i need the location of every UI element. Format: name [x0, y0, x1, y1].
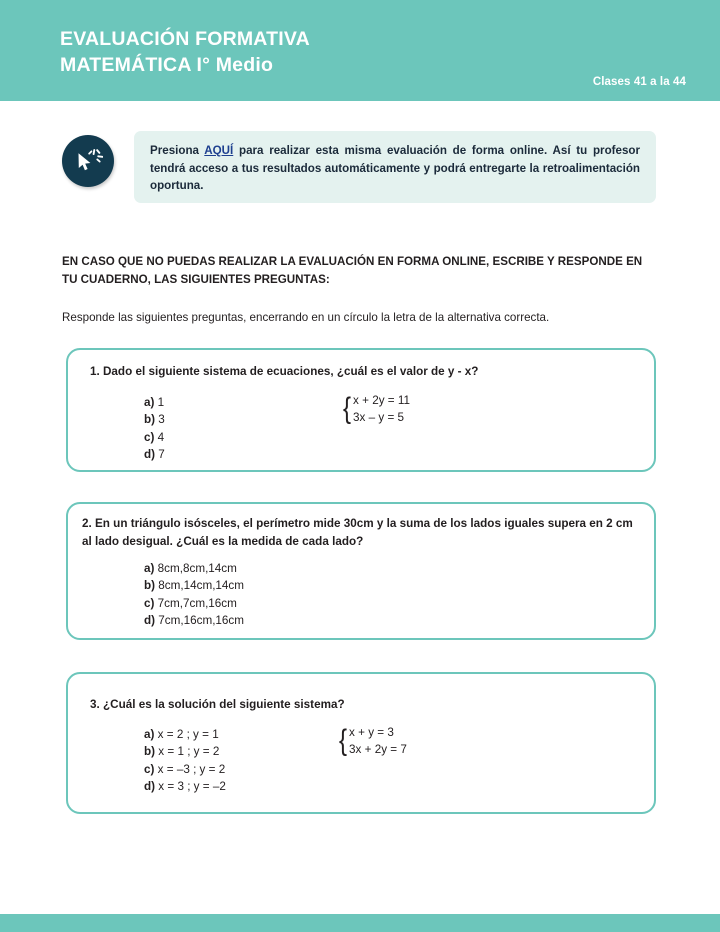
aqui-link[interactable]: AQUÍ [204, 144, 234, 157]
option-text: 4 [157, 430, 165, 444]
online-evaluation-box [134, 131, 656, 203]
header-title-group [60, 26, 310, 78]
options-list-2 [144, 560, 244, 630]
option-letter: a) [144, 562, 155, 575]
options-list-1 [144, 394, 165, 464]
option-text: 7 [158, 448, 165, 462]
option-item[interactable] [144, 446, 165, 463]
online-evaluation-text [150, 142, 640, 195]
option-item[interactable] [144, 612, 244, 629]
option-text: 8cm,14cm,14cm [158, 579, 245, 593]
equation-line: 3x – y = 5 [353, 411, 405, 425]
equation-line: x + 2y = 11 [353, 394, 410, 407]
option-item[interactable] [144, 778, 226, 795]
option-item[interactable] [144, 595, 244, 612]
option-item[interactable] [144, 761, 226, 778]
equation-line: 3x + 2y = 7 [349, 743, 407, 757]
option-text: 7cm,16cm,16cm [158, 614, 245, 628]
option-letter: b) [144, 413, 156, 427]
option-item[interactable] [144, 726, 226, 743]
option-text: 7cm,7cm,16cm [157, 596, 237, 610]
option-letter: c) [144, 596, 155, 610]
classes-label: Clases 41 a la 44 [592, 76, 686, 88]
option-item[interactable] [144, 577, 244, 594]
option-item[interactable] [144, 411, 165, 428]
equation-system-1 [342, 392, 410, 427]
option-text: x = 1 ; y = 2 [158, 745, 220, 759]
option-item[interactable] [144, 429, 165, 446]
curly-brace-icon: { [339, 724, 348, 758]
page-header [0, 0, 720, 101]
page-title: EVALUACIÓN FORMATIVA [60, 28, 310, 50]
option-letter: a) [144, 396, 155, 409]
question-prompt-2: 2. En un triángulo isósceles, el perímetro mide 30cm y la suma de los lados iguales supera en 2 cm al lado desigual. ¿Cuál es la medida de cada lado? [82, 517, 633, 548]
option-text: x = 3 ; y = –2 [158, 780, 226, 794]
notice-text-before: Presiona [150, 144, 205, 157]
answer-instructions: Responde las siguientes preguntas, encerrando en un círculo la letra de la alternativa correcta. [62, 311, 550, 324]
online-evaluation-notice [62, 131, 658, 203]
option-letter: d) [144, 448, 156, 462]
option-letter: d) [144, 780, 156, 794]
question-prompt-3: 3. ¿Cuál es la solución del siguiente sistema? [90, 698, 345, 711]
option-letter: b) [144, 745, 156, 759]
option-letter: c) [144, 430, 155, 444]
option-text: 8cm,8cm,14cm [157, 562, 237, 575]
option-item[interactable] [144, 743, 226, 760]
option-text: 3 [158, 413, 165, 427]
option-letter: d) [144, 614, 156, 628]
option-letter: a) [144, 728, 155, 741]
option-text: x = –3 ; y = 2 [157, 762, 226, 776]
option-letter: c) [144, 762, 155, 776]
page-subtitle: MATEMÁTICA I° Medio [60, 54, 274, 76]
notice-text-after: para realizar esta misma evaluación de forma online. Así tu profesor tendrá acceso a tus resultados automáticamente y podrá entregarte la retroalimentación oportuna. [150, 144, 640, 193]
click-cursor-icon [62, 135, 114, 187]
equation-system-3 [338, 724, 407, 759]
curly-brace-icon: { [343, 392, 352, 426]
option-text: x = 2 ; y = 1 [157, 728, 219, 741]
offline-instructions-heading: EN CASO QUE NO PUEDAS REALIZAR LA EVALUACIÓN EN FORMA ONLINE, ESCRIBE Y RESPONDE EN TU CUADERNO, LAS SIGUIENTES PREGUNTAS: [62, 255, 643, 286]
option-letter: b) [144, 579, 156, 593]
question-prompt-1: 1. Dado el siguiente sistema de ecuaciones, ¿cuál es el valor de y - x? [90, 365, 479, 378]
page-footer-bar [0, 914, 720, 932]
option-text: 1 [157, 396, 165, 409]
option-item[interactable] [144, 560, 244, 577]
question-card-1 [66, 348, 656, 472]
question-card-3 [66, 672, 656, 814]
option-item[interactable] [144, 394, 165, 411]
question-card-2 [66, 502, 656, 640]
options-list-3 [144, 726, 226, 796]
equation-line: x + y = 3 [349, 726, 394, 739]
